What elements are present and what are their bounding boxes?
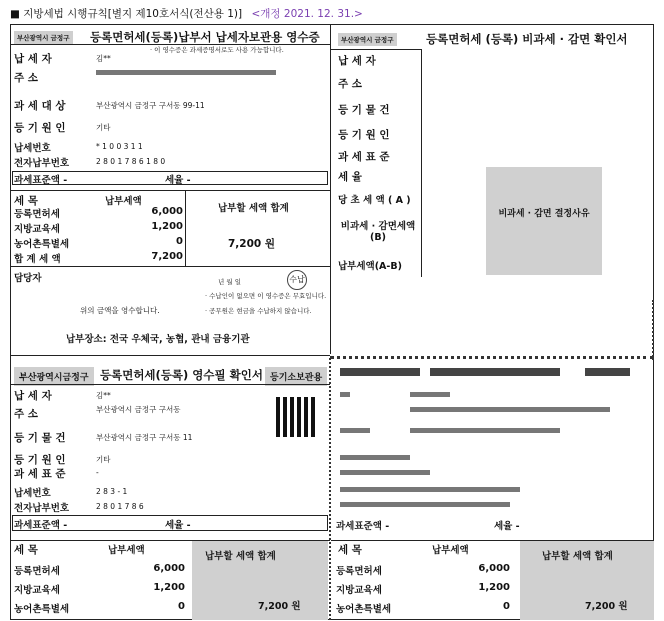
row-amount: 7,200 <box>151 251 183 262</box>
address-label: 주 소 <box>14 408 38 420</box>
address-label: 주 소 <box>14 72 38 84</box>
col-total: 납부할 세액 합계 <box>205 551 276 562</box>
col-amount: 납부세액 <box>432 545 469 556</box>
object-value: 부산광역시 금정구 구서동 99-11 <box>96 101 205 110</box>
pay-tax-label: 납부세액(A-B) <box>338 261 402 272</box>
total-amount: 7,200 원 <box>258 601 301 612</box>
row-label: 농어촌특별세 <box>14 239 70 250</box>
row-line <box>10 266 330 267</box>
std-label: 과 세 표 준 <box>14 468 66 480</box>
issuer-tag: 부산광역시 금정구 <box>14 31 73 44</box>
date-marks: 년 월 일 <box>218 278 241 286</box>
form-reference: ■ 지방세법 시행규칙[별지 제10호서식(전산용 1)] <box>10 8 243 20</box>
reg-reason-label: 등 기 원 인 <box>14 454 66 466</box>
taxpayer-label: 납 세 자 <box>14 390 52 402</box>
perforation-bottom-right <box>330 356 654 359</box>
issuer-tag: 부산광역시금정구 <box>14 367 94 386</box>
reg-reason-label: 등 기 원 인 <box>338 129 390 141</box>
e-pay-no-value: 2 8 0 1 7 8 6 <box>96 502 144 511</box>
receipt-title: 등록면허세(등록)납부서 납세자보관용 영수증 <box>90 30 320 44</box>
std-value: - <box>96 468 99 477</box>
row-label: 등록면허세 <box>14 209 60 220</box>
e-pay-no-value: 2 8 0 1 7 8 6 1 8 0 <box>96 157 166 166</box>
reg-object-value: 부산광역시 금정구 구서동 11 <box>96 433 193 442</box>
row-label: 합 계 세 액 <box>14 254 61 265</box>
redacted-line <box>410 428 560 433</box>
row-line <box>10 44 330 45</box>
redacted-header <box>430 368 560 376</box>
row-label: 등록면허세 <box>14 566 60 577</box>
redacted-line <box>410 407 610 412</box>
reg-reason-label: 등 기 원 인 <box>14 122 66 134</box>
row-label: 농어촌특별세 <box>14 604 70 615</box>
col-amount: 납부세액 <box>105 196 142 207</box>
pay-places: 납부장소: 전국 우체국, 농협, 관내 금융기관 <box>66 334 250 345</box>
label-col-divider <box>421 49 422 277</box>
address-redacted <box>96 70 276 75</box>
redacted-line <box>410 392 450 397</box>
row-label: 지방교육세 <box>14 224 60 235</box>
row-amount: 6,000 <box>478 563 510 574</box>
col-divider <box>185 190 186 266</box>
row-amount: 6,000 <box>153 563 185 574</box>
row-amount: 0 <box>178 601 185 612</box>
taxpayer-value: 김** <box>96 54 111 63</box>
tax-rate-label: 세율 - <box>165 175 191 186</box>
address-label: 주 소 <box>338 78 362 90</box>
registry-copy-tag: 등기소보관용 <box>265 367 327 386</box>
initial-tax-label: 당 초 세 액 ( A ) <box>338 195 411 206</box>
row-line <box>10 384 330 385</box>
row-amount: 1,200 <box>151 221 183 232</box>
redacted-line <box>340 470 430 475</box>
row-label: 지방교육세 <box>14 585 60 596</box>
row-amount: 1,200 <box>478 582 510 593</box>
amendment-date: <개정 2021. 12. 31.> <box>251 8 363 20</box>
std-label: 과 세 표 준 <box>338 151 390 163</box>
divider-bottom-left <box>10 355 330 356</box>
row-line <box>330 49 422 50</box>
object-label: 과 세 대 상 <box>14 100 66 112</box>
reason-box-label: 비과세 · 감면 결정사유 <box>498 209 590 219</box>
col-item: 세 목 <box>14 195 38 207</box>
row-amount: 6,000 <box>151 206 183 217</box>
taxpayer-label: 납 세 자 <box>338 55 376 67</box>
note-1: · 수납인이 없으면 이 영수증은 무효입니다. <box>205 292 327 300</box>
rate-label: 세 율 <box>338 171 362 183</box>
reg-reason-value: 기타 <box>96 455 111 464</box>
reg-reason-value: 기타 <box>96 123 111 132</box>
total-amount: 7,200 원 <box>585 601 628 612</box>
center-divider-top <box>330 24 331 354</box>
confirm-title: 등록면허세(등록) 영수필 확인서 <box>100 368 263 382</box>
reg-object-label: 등 기 물 건 <box>338 104 390 116</box>
col-item: 세 목 <box>338 544 362 556</box>
std-amount-label: 과세표준액 - <box>336 521 390 532</box>
e-pay-no-label: 전자납부번호 <box>14 503 70 514</box>
std-amount-label: 과세표준액 - <box>14 175 68 186</box>
total-amount: 7,200 원 <box>228 238 276 250</box>
redacted-header <box>585 368 630 376</box>
taxpayer-label-text: 납 세 자 <box>14 53 52 65</box>
reason-box <box>486 167 602 275</box>
row-amount: 0 <box>503 601 510 612</box>
pay-no-value: 2 8 3 - 1 <box>96 487 128 496</box>
perforation-center-bottom <box>329 358 331 620</box>
col-total: 납부할 세액 합계 <box>542 551 613 562</box>
col-item: 세 목 <box>14 544 38 556</box>
receipt-note: · 이 영수증은 과세증명서로도 사용 가능합니다. <box>150 46 284 54</box>
taxpayer-label <box>14 51 90 66</box>
officer-label: 담당자 <box>14 273 42 284</box>
row-line <box>10 190 330 191</box>
note-2: · 공무원은 현금을 수납하지 않습니다. <box>205 307 312 315</box>
row-label: 지방교육세 <box>336 585 382 596</box>
pay-no-value: * 1 0 0 3 1 1 <box>96 142 143 151</box>
e-pay-no-label: 전자납부번호 <box>14 158 70 169</box>
row-label: 등록면허세 <box>336 566 382 577</box>
col-amount: 납부세액 <box>108 545 145 556</box>
form-header <box>10 6 363 21</box>
issuer-tag: 부산광역시 금정구 <box>338 33 397 46</box>
reg-object-label: 등 기 물 건 <box>14 432 66 444</box>
exempt-tax-label: 비과세 · 감면세액 (B) <box>340 221 416 243</box>
std-amount-label: 과세표준액 - <box>14 520 68 531</box>
address-value: 부산광역시 금정구 구서동 <box>96 405 181 414</box>
taxpayer-value: 김** <box>96 391 111 400</box>
perforation-right <box>652 300 654 360</box>
redacted-line <box>340 392 350 397</box>
redacted-line <box>340 428 370 433</box>
row-amount: 0 <box>176 236 183 247</box>
qr-code <box>276 397 316 437</box>
redacted-line <box>340 487 520 492</box>
redacted-line <box>340 502 510 507</box>
redacted-header <box>340 368 420 376</box>
receipt-text: 위의 금액을 영수합니다. <box>80 306 160 315</box>
row-label: 농어촌특별세 <box>336 604 392 615</box>
tax-rate-label: 세율 - <box>165 520 191 531</box>
receipt-stamp: 수납 <box>287 270 307 290</box>
pay-no-label: 납세번호 <box>14 488 51 499</box>
exempt-title: 등록면허세 (등록) 비과세 · 감면 확인서 <box>426 32 628 46</box>
tax-rate-label: 세율 - <box>494 521 520 532</box>
row-amount: 1,200 <box>153 582 185 593</box>
col-total: 납부할 세액 합계 <box>218 203 289 214</box>
pay-no-label: 납세번호 <box>14 143 51 154</box>
redacted-line <box>340 455 410 460</box>
